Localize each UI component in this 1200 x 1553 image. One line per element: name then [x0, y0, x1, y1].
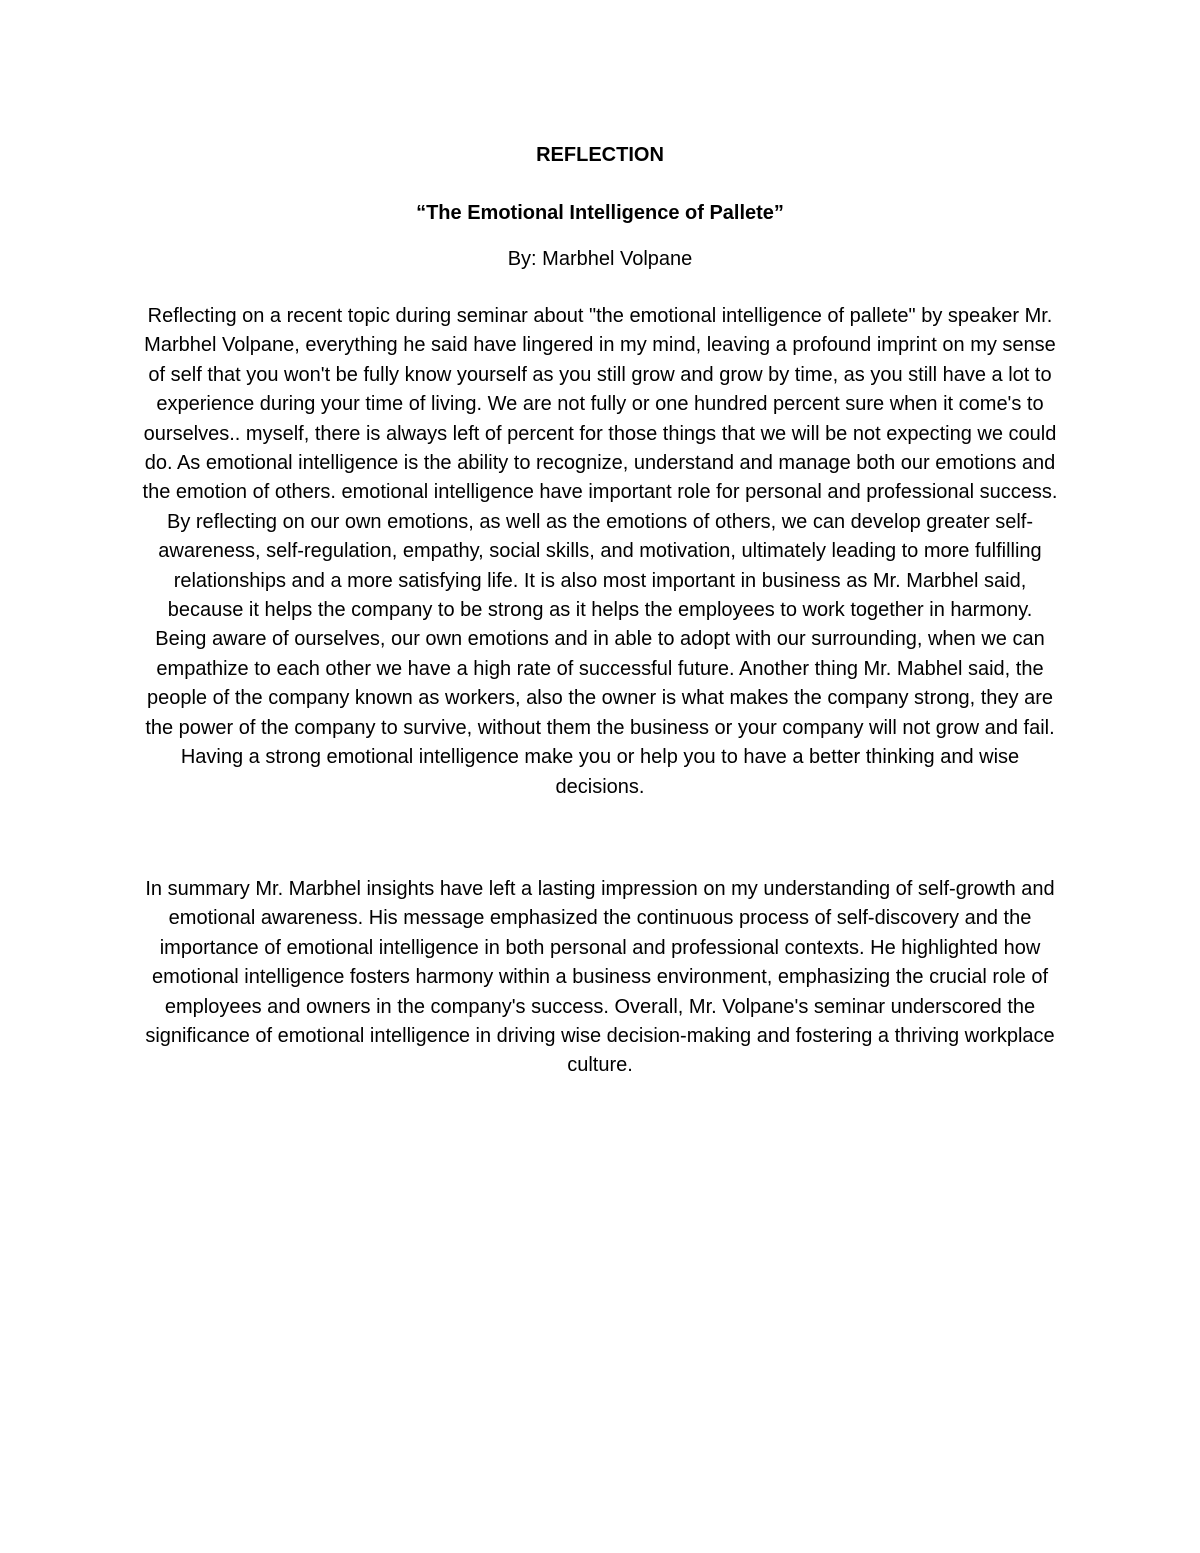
document-body [140, 140, 1060, 1081]
document-subtitle: “The Emotional Intelligence of Pallete” [416, 202, 784, 224]
reflection-paragraph: Reflecting on a recent topic during seminar about "the emotional intelligence of pallete" by speaker Mr. Marbhel Volpane, everything he said have lingered in my mind, leaving a profound imprint on my sense of self that you won't be fully know yourself as you still grow and grow by time, as you still have a lot to experience during your time of living. We are not fully or one hundred percent sure when it come's to ourselves.. myself, there is always left of percent for those things that we will be not expecting we could do. As emotional intelligence is the ability to recognize, understand and manage both our emotions and the emotion of others. emotional intelligence have important role for personal and professional success. By reflecting on our own emotions, as well as the emotions of others, we can develop greater self-awareness, self-regulation, empathy, social skills, and motivation, ultimately leading to more fulfilling relationships and a more satisfying life. It is also most important in business as Mr. Marbhel said, because it helps the company to be strong as it helps the employees to work together in harmony. Being aware of ourselves, our own emotions and in able to adopt with our surrounding, when we can empathize to each other we have a high rate of successful future. Another thing Mr. Mabhel said, the people of the company known as workers, also the owner is what makes the company strong, they are the power of the company to survive, without them the business or your company will not grow and fail. Having a strong emotional intelligence make you or help you to have a better thinking and wise decisions. [142, 305, 1058, 798]
author-byline: By: Marbhel Volpane [507, 248, 693, 270]
document-title: REFLECTION [536, 144, 664, 166]
summary-paragraph: In summary Mr. Marbhel insights have left a lasting impression on my understanding of self-growth and emotional awareness. His message emphasized the continuous process of self-discovery and the importance of emotional intelligence in both personal and professional contexts. He highlighted how emotional intelligence fosters harmony within a business environment, emphasizing the crucial role of employees and owners in the company's success. Overall, Mr. Volpane's seminar underscored the significance of emotional intelligence in driving wise decision-making and fostering a thriving workplace culture. [145, 877, 1055, 1077]
